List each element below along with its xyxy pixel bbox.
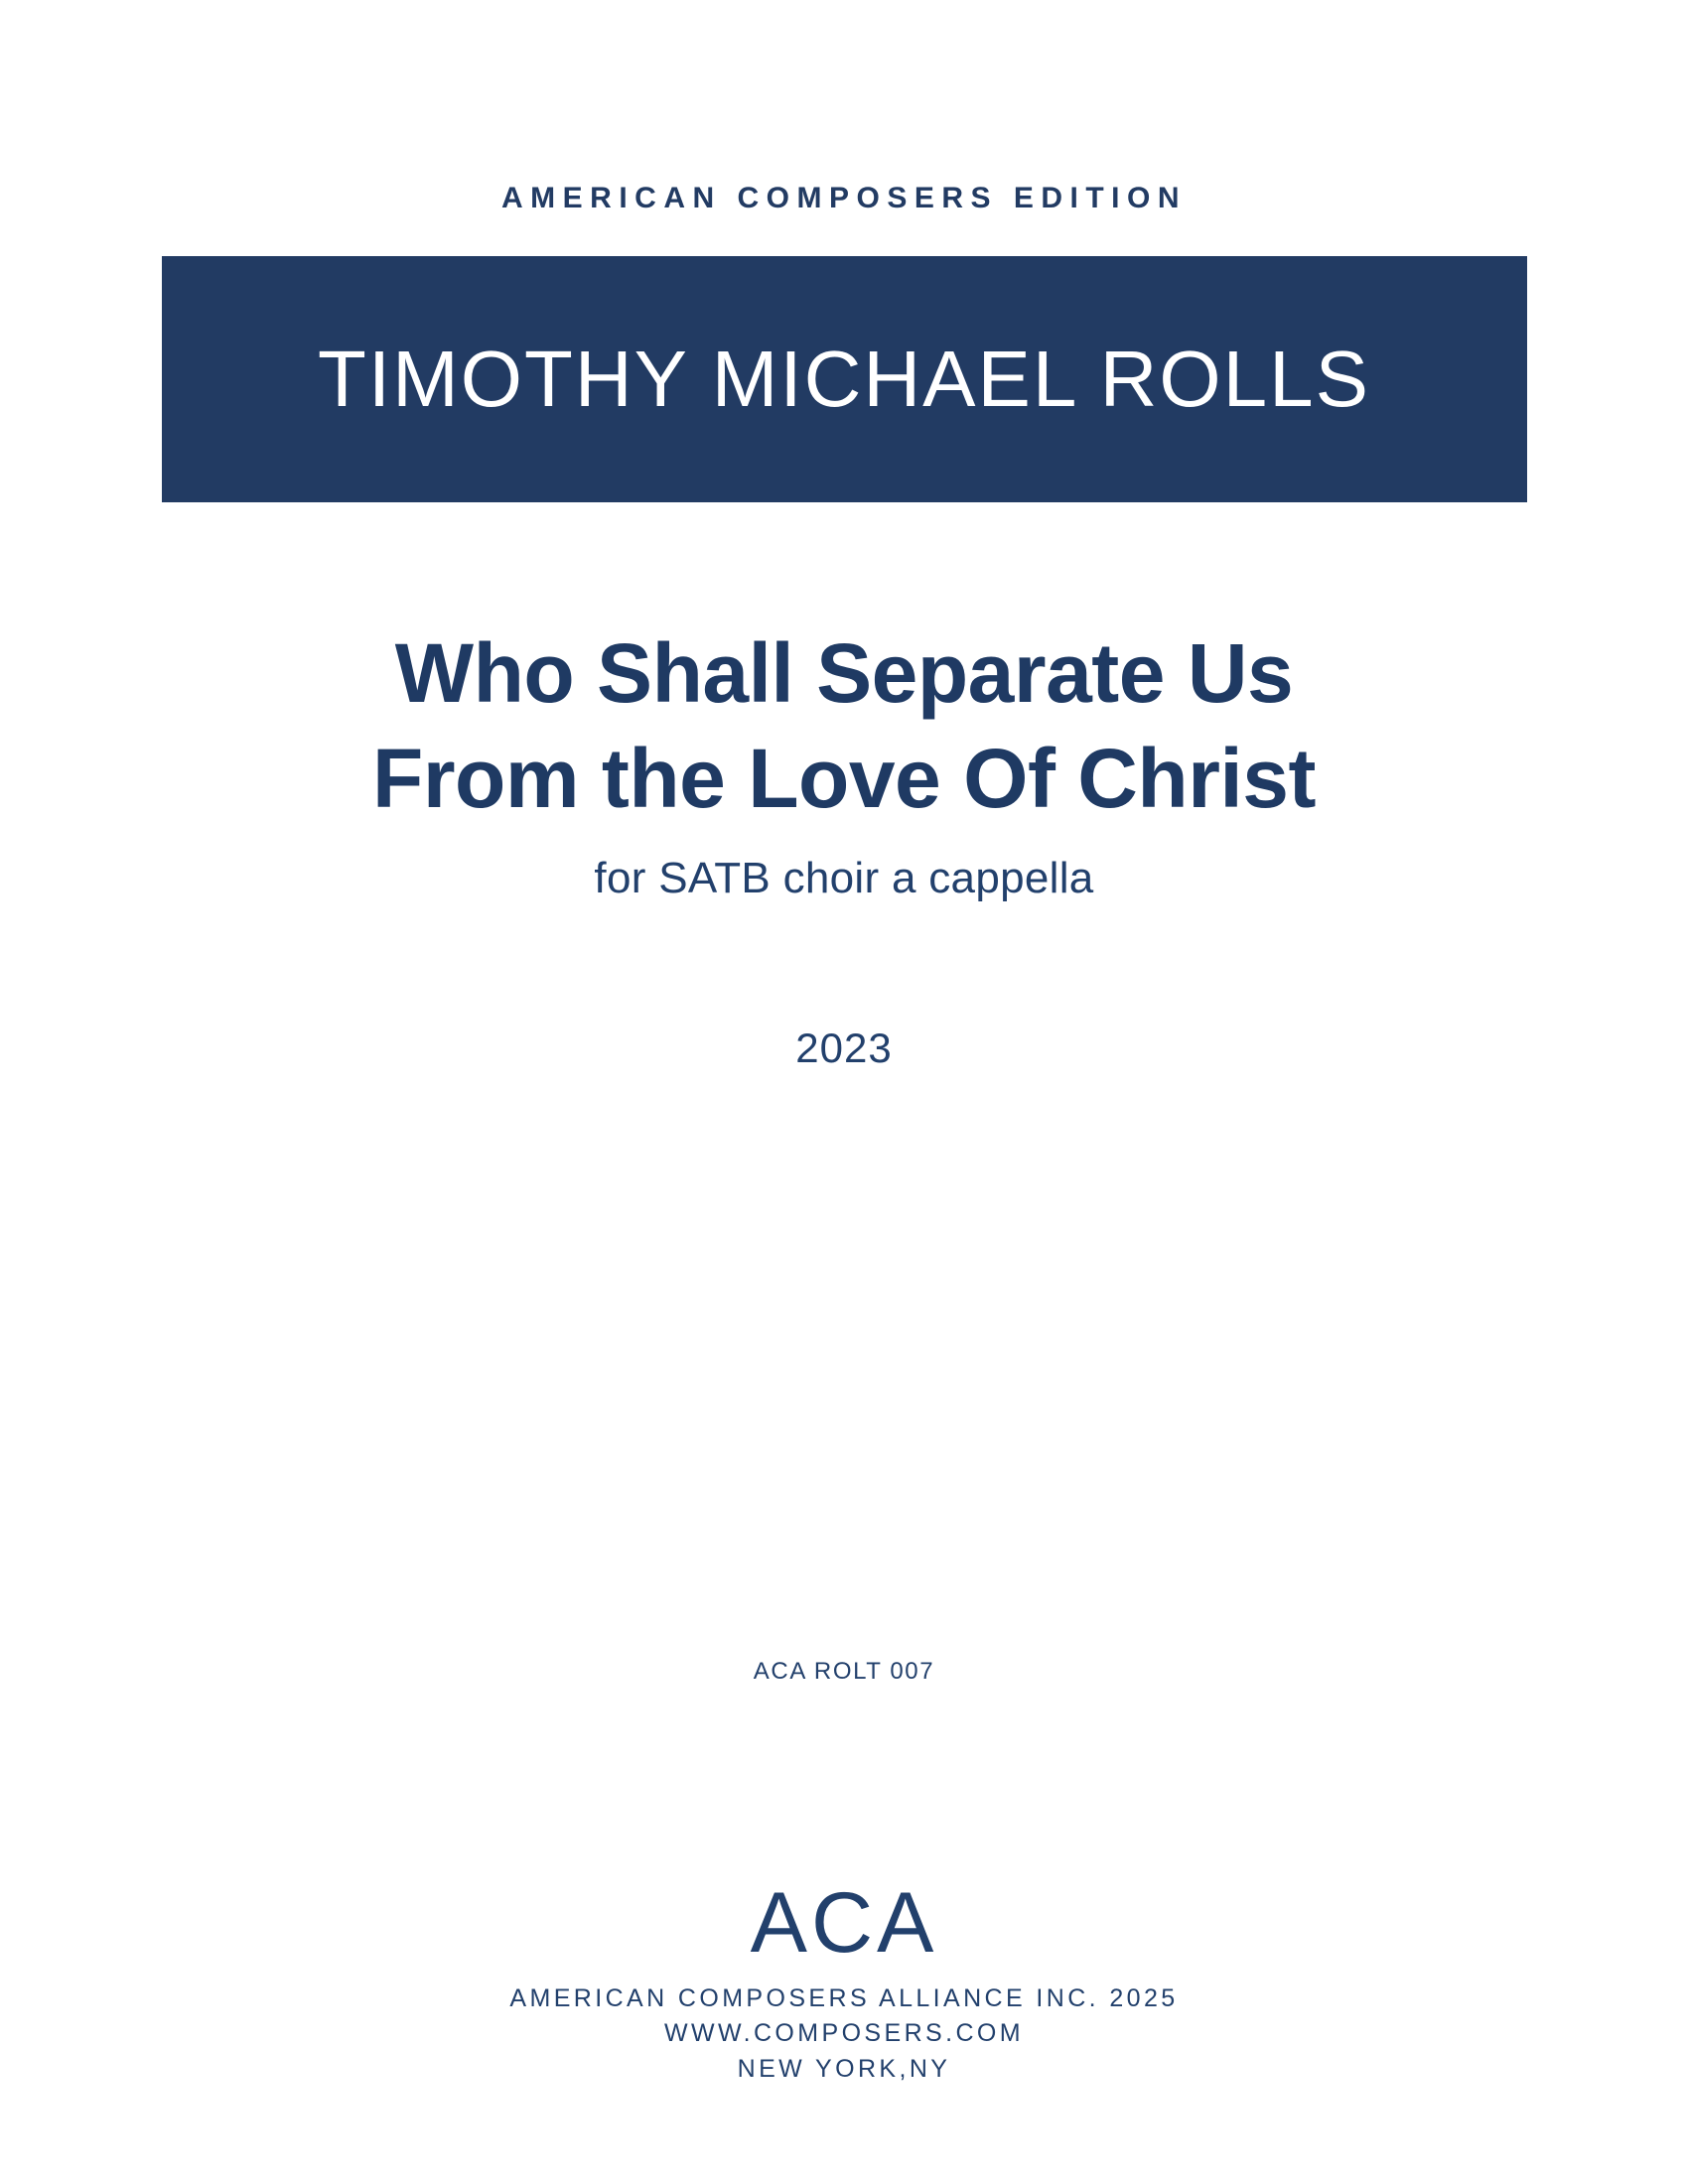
composition-year: 2023 [795,1024,893,1071]
publisher-website-line: WWW.COMPOSERS.COM [664,2019,1024,2047]
title-line-1: Who Shall Separate Us [394,626,1294,720]
publisher-location-line: NEW YORK,NY [737,2054,951,2083]
catalog-number: ACA ROLT 007 [753,1658,935,1685]
title-line-2: From the Love Of Christ [372,731,1316,825]
composer-name-band [162,256,1527,502]
subtitle: for SATB choir a cappella [594,853,1094,902]
aca-logo: ACA [750,1874,938,1971]
composer-name: TIMOTHY MICHAEL ROLLS [318,335,1370,423]
page-title [0,621,1688,832]
publisher-edition-line: AMERICAN COMPOSERS EDITION [500,182,1188,214]
title-block [0,621,1688,903]
publisher-footer [0,1874,1688,2088]
publisher-name-line: AMERICAN COMPOSERS ALLIANCE INC. 2025 [509,1983,1179,2012]
